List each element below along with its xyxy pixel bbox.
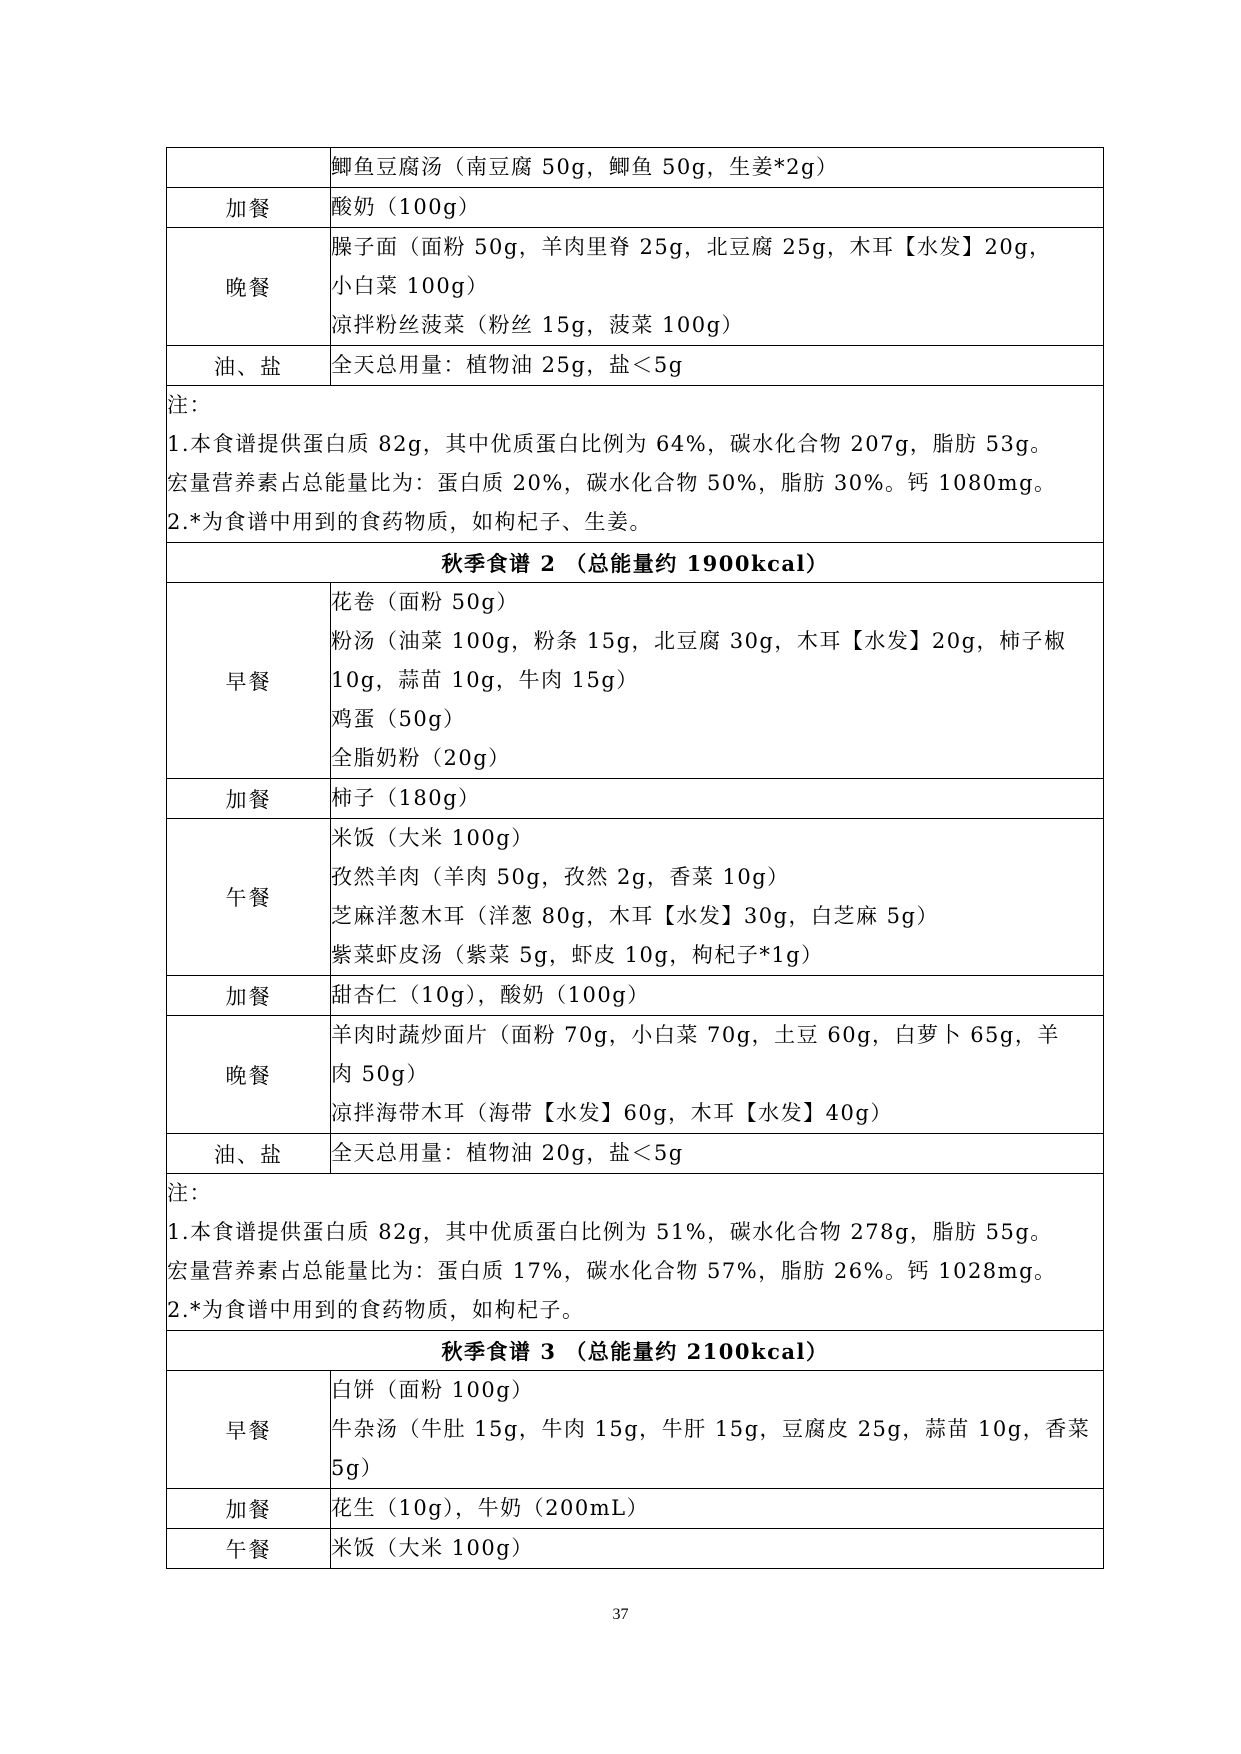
meal-label: 油、盐 [167,1134,331,1174]
meal-row [167,976,1104,1016]
meal-label: 早餐 [167,1371,331,1489]
note-block [167,1174,1104,1331]
section-header-row [167,1331,1104,1371]
food-item-line: 5g） [331,1456,384,1480]
food-item-line: 花生（10g），牛奶（200mL） [331,1496,650,1520]
meal-content [331,188,1104,228]
note-line: 宏量营养素占总能量比为：蛋白质 17%，碳水化合物 57%，脂肪 26%。钙 1028mg。 [167,1259,1057,1283]
food-item-line: 凉拌粉丝菠菜（粉丝 15g，菠菜 100g） [331,313,745,337]
meal-label [167,148,331,188]
meal-row [167,188,1104,228]
meal-row [167,1529,1104,1569]
meal-row [167,819,1104,976]
meal-content [331,583,1104,779]
note-block [167,386,1104,543]
food-item-line: 全天总用量：植物油 25g，盐＜5g [331,353,684,377]
food-item-line: 小白菜 100g） [331,274,489,298]
note-line: 2.*为食谱中用到的食药物质，如枸杞子、生姜。 [167,510,653,534]
meal-row [167,228,1104,346]
food-item-line: 酸奶（100g） [331,195,481,219]
meal-row [167,1134,1104,1174]
meal-label: 加餐 [167,976,331,1016]
meal-row [167,1371,1104,1489]
meal-label: 加餐 [167,1489,331,1529]
note-line: 宏量营养素占总能量比为：蛋白质 20%，碳水化合物 50%，脂肪 30%。钙 1080mg。 [167,471,1057,495]
meal-row [167,583,1104,779]
food-item-line: 芝麻洋葱木耳（洋葱 80g，木耳【水发】30g，白芝麻 5g） [331,904,939,928]
food-item-line: 白饼（面粉 100g） [331,1378,534,1402]
food-item-line: 凉拌海带木耳（海带【水发】60g，木耳【水发】40g） [331,1101,893,1125]
meal-content [331,819,1104,976]
meal-content [331,228,1104,346]
food-item-line: 紫菜虾皮汤（紫菜 5g，虾皮 10g，枸杞子*1g） [331,943,824,967]
meal-row [167,779,1104,819]
meal-content [331,1529,1104,1569]
recipe-table [166,147,1104,1569]
meal-label: 晚餐 [167,228,331,346]
food-item-line: 臊子面（面粉 50g，羊肉里脊 25g，北豆腐 25g，木耳【水发】20g， [331,235,1052,259]
note-row [167,1174,1104,1331]
meal-row [167,148,1104,188]
food-item-line: 粉汤（油菜 100g，粉条 15g，北豆腐 30g，木耳【水发】20g，柿子椒 [331,629,1067,653]
food-item-line: 甜杏仁（10g），酸奶（100g） [331,983,650,1007]
note-line: 注： [167,393,212,417]
note-line: 注： [167,1181,212,1205]
recipe-title: 秋季食谱 3 （总能量约 2100kcal） [167,1331,1104,1371]
meal-row [167,1016,1104,1134]
meal-row [167,346,1104,386]
section-header-row [167,543,1104,583]
food-item-line: 米饭（大米 100g） [331,826,534,850]
meal-content [331,1489,1104,1529]
food-item-line: 全脂奶粉（20g） [331,746,511,770]
meal-label: 午餐 [167,819,331,976]
food-item-line: 羊肉时蔬炒面片（面粉 70g，小白菜 70g，土豆 60g，白萝卜 65g，羊 [331,1023,1060,1047]
meal-content [331,1371,1104,1489]
food-item-line: 10g，蒜苗 10g，牛肉 15g） [331,668,639,692]
meal-content [331,779,1104,819]
meal-row [167,1489,1104,1529]
meal-label: 加餐 [167,188,331,228]
meal-label: 早餐 [167,583,331,779]
food-item-line: 柿子（180g） [331,786,481,810]
recipe-title: 秋季食谱 2 （总能量约 1900kcal） [167,543,1104,583]
meal-label: 晚餐 [167,1016,331,1134]
note-line: 2.*为食谱中用到的食药物质，如枸杞子。 [167,1298,585,1322]
recipe-table-body [167,148,1104,1569]
page-number: 37 [612,1606,629,1623]
meal-content [331,148,1104,188]
food-item-line: 花卷（面粉 50g） [331,590,519,614]
food-item-line: 孜然羊肉（羊肉 50g，孜然 2g，香菜 10g） [331,865,790,889]
note-row [167,386,1104,543]
meal-content [331,1016,1104,1134]
food-item-line: 鲫鱼豆腐汤（南豆腐 50g，鲫鱼 50g，生姜*2g） [331,155,839,179]
note-line: 1.本食谱提供蛋白质 82g，其中优质蛋白比例为 64%，碳水化合物 207g，脂肪 53g。 [167,432,1053,456]
meal-content [331,976,1104,1016]
meal-content [331,1134,1104,1174]
food-item-line: 全天总用量：植物油 20g，盐＜5g [331,1141,684,1165]
meal-content [331,346,1104,386]
food-item-line: 肉 50g） [331,1062,429,1086]
meal-label: 油、盐 [167,346,331,386]
food-item-line: 米饭（大米 100g） [331,1536,534,1560]
note-line: 1.本食谱提供蛋白质 82g，其中优质蛋白比例为 51%，碳水化合物 278g，脂肪 55g。 [167,1220,1053,1244]
meal-label: 午餐 [167,1529,331,1569]
food-item-line: 鸡蛋（50g） [331,707,466,731]
food-item-line: 牛杂汤（牛肚 15g，牛肉 15g，牛肝 15g，豆腐皮 25g，蒜苗 10g，香菜 [331,1417,1091,1441]
meal-label: 加餐 [167,779,331,819]
